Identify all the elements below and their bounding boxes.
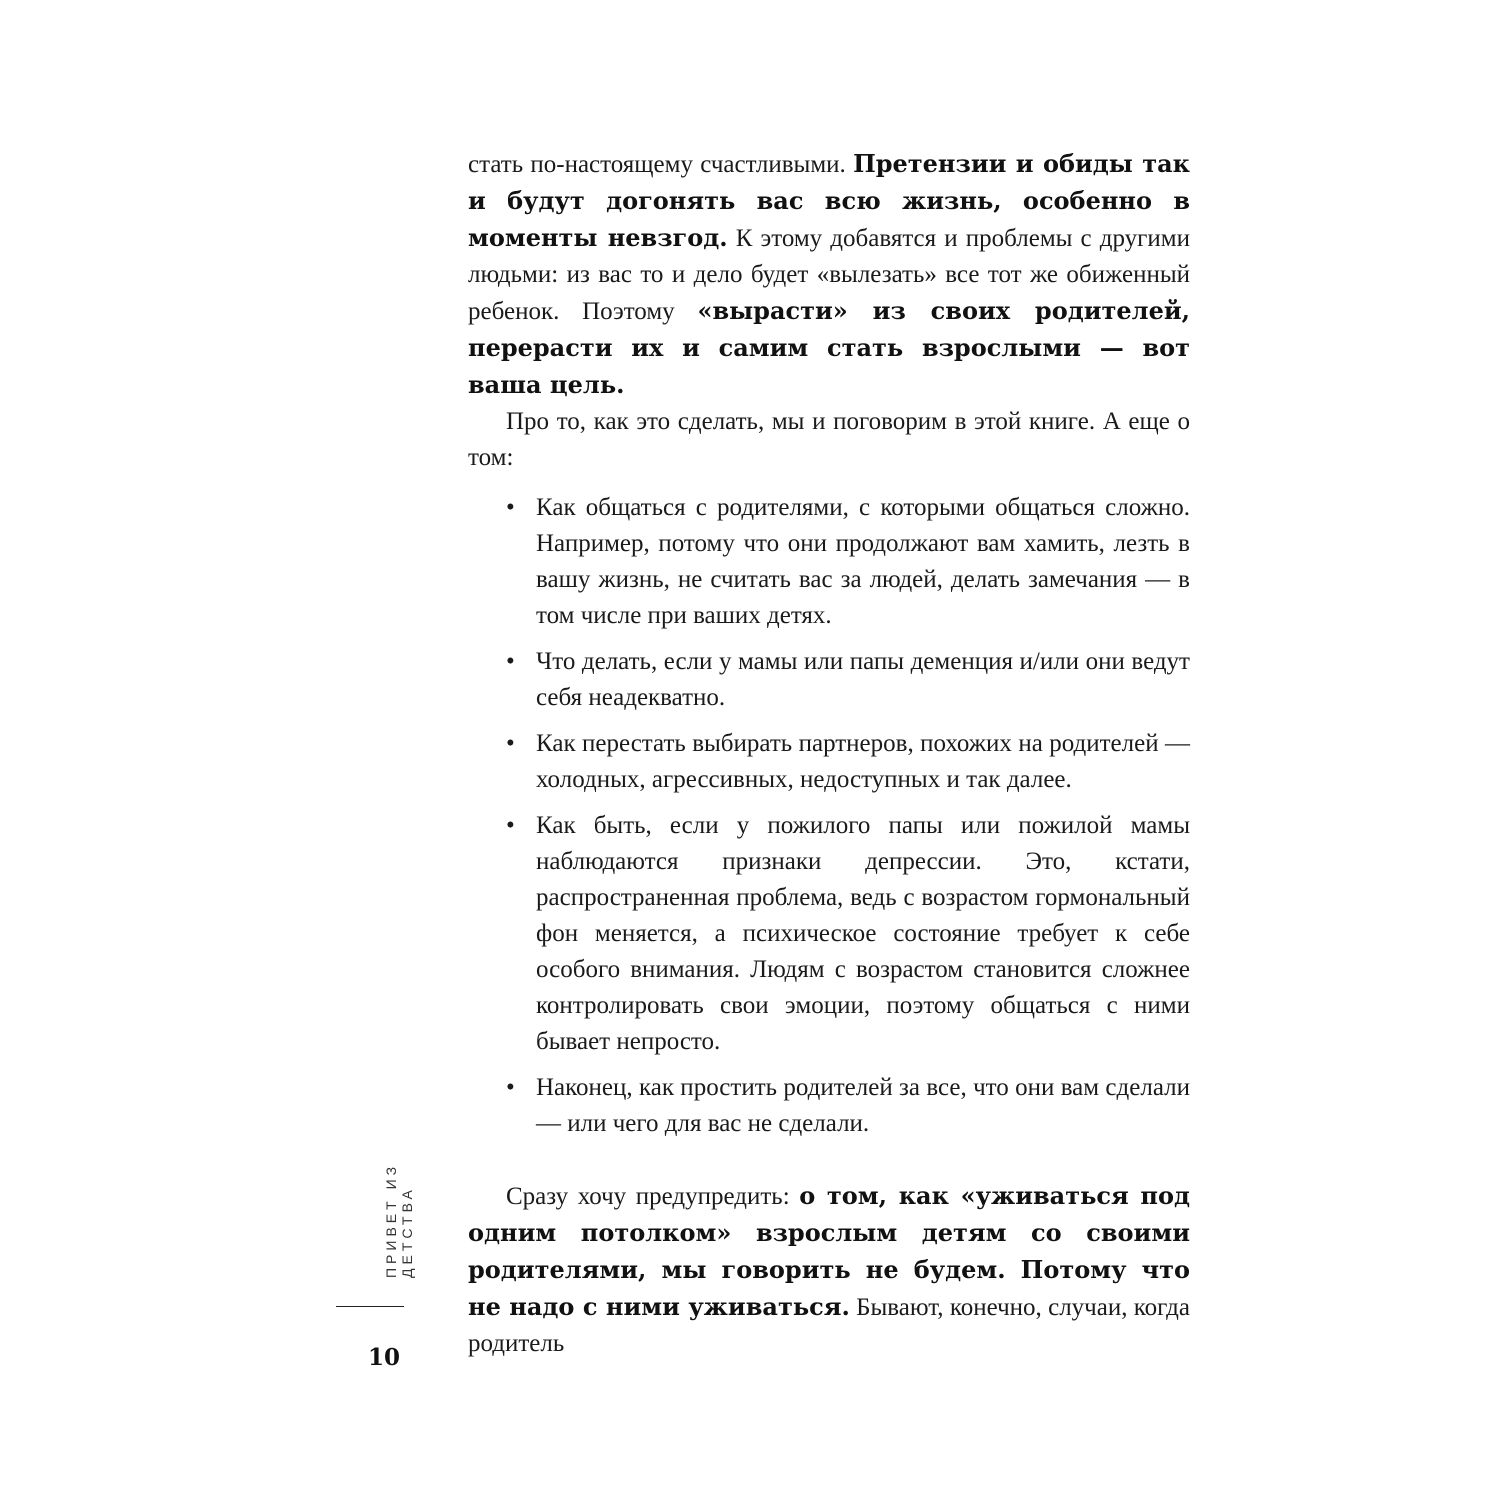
divider: [336, 1306, 404, 1307]
bullet-dot: •: [506, 494, 515, 521]
running-head: ПРИВЕТ ИЗ ДЕТСТВА: [383, 1162, 415, 1278]
bold-run: «вырасти» из своих родителей, перерасти их и самим стать взрослыми — вот ваша цель.: [468, 296, 1191, 399]
paragraph-2: Про то, как это сделать, мы и поговорим в этой книге. А еще о том:: [468, 408, 1190, 471]
page-number: 10: [368, 1344, 401, 1371]
bullet-list: [468, 490, 1190, 1142]
text-run: К этому добавятся и проблемы с другими людьми: из вас то и дело будет «вылезать» все тот же обиженный ребенок. Поэтому: [468, 225, 1190, 325]
bold-run: Претензии и обиды так и будут догонять вас всю жизнь, особенно в моменты невзгод.: [468, 149, 1190, 252]
bullet-dot: •: [506, 648, 515, 675]
list-item: • Наконец, как простить родителей за все, что они вам сделали — или чего для вас не сделали.: [468, 1070, 1190, 1142]
bullet-dot: •: [506, 812, 515, 839]
list-item: • Как быть, если у пожилого папы или пожилой мамы наблюдаются признаки депрессии. Это, кстати, распространенная проблема, ведь с возрастом гормональный фон меняется, а психическое состояние требует к себе особого внимания. Людям с возрастом становится сложнее контролировать свои эмоции, поэтому общаться с ними бывает непросто.: [468, 808, 1190, 1060]
bullet-dot: •: [506, 730, 515, 757]
list-item: • Как перестать выбирать партнеров, похожих на родителей — холодных, агрессивных, недоступных и так далее.: [468, 726, 1190, 798]
body-text: [468, 146, 1190, 1362]
list-item: • Что делать, если у мамы или папы деменция и/или они ведут себя неадекватно.: [468, 644, 1190, 716]
text-run: Сразу хочу предупредить:: [506, 1183, 800, 1210]
list-item: • Как общаться с родителями, с которыми общаться сложно. Например, потому что они продолжают вам хамить, лезть в вашу жизнь, не считать вас за людей, делать замечания — в том числе при ваших детях.: [468, 490, 1190, 634]
bullet-dot: •: [506, 1074, 515, 1101]
paragraph-3: [468, 1178, 1190, 1362]
bold-run: о том, как «уживаться под одним потолком» взрослым детям со своими родителями, мы говорить не будем. Потому что не надо с ними уживаться.: [468, 1181, 1190, 1321]
paragraph-1: [468, 146, 1190, 404]
text-run: стать по-настоящему счастливыми.: [468, 151, 854, 178]
text-run: Бывают, конечно, случаи, когда родитель: [468, 1294, 1190, 1357]
